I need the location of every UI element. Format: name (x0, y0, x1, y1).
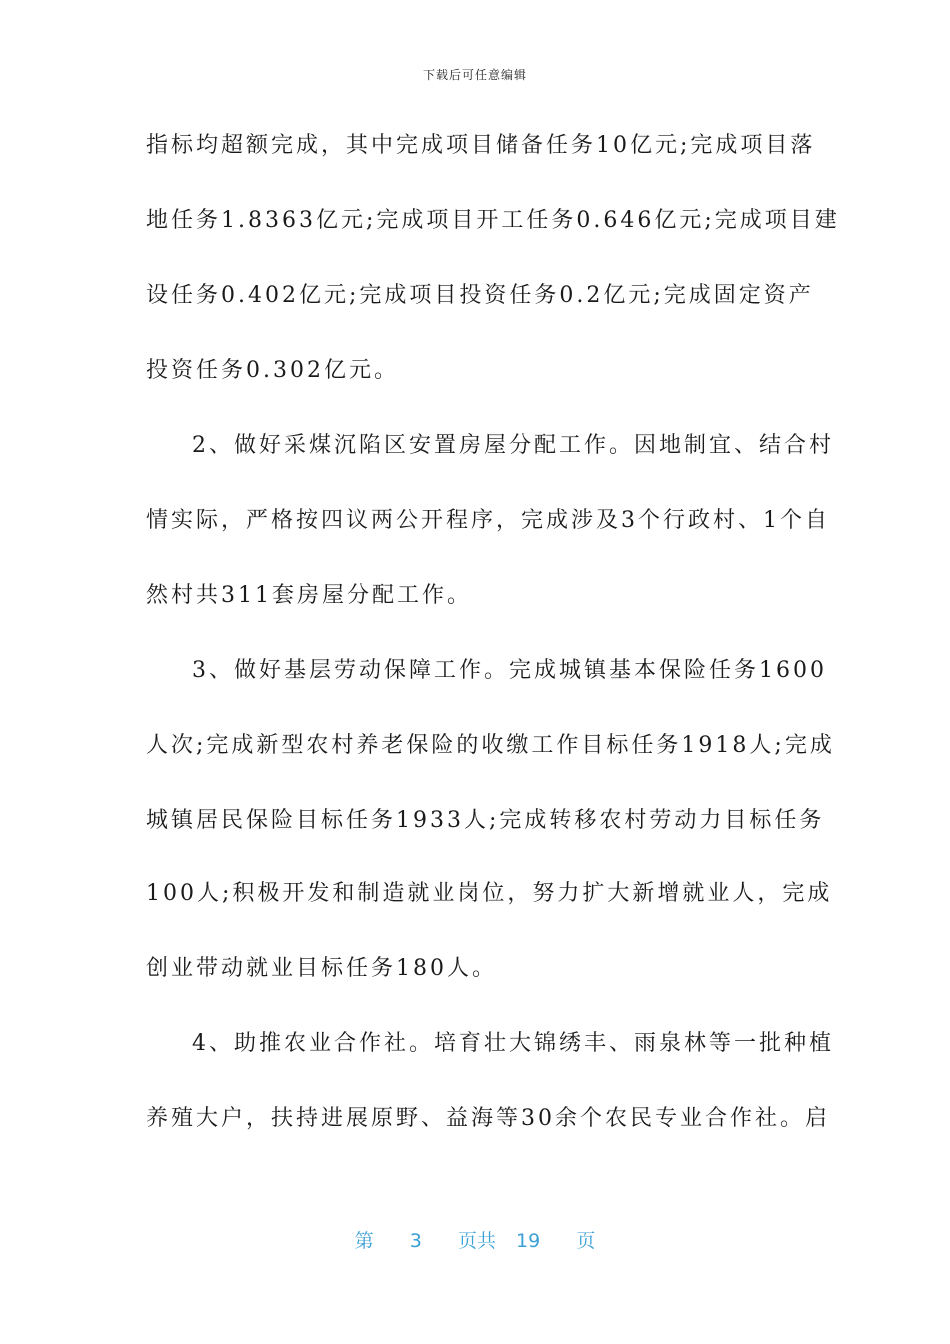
paragraph-first-line: 2、做好采煤沉陷区安置房屋分配工作。因地制宜、结合村 (192, 433, 834, 458)
footer-prefix: 第 (354, 1230, 374, 1252)
paragraph-first-line: 3、做好基层劳动保障工作。完成城镇基本保险任务1600 (192, 658, 827, 683)
footer-middle: 页共 (457, 1230, 496, 1252)
text-line: 投资任务0.302亿元。 (146, 358, 399, 383)
page-number-footer (0, 1226, 950, 1253)
paragraph-first-line: 4、助推农业合作社。培育壮大锦绣丰、雨泉林等一批种植 (192, 1031, 834, 1056)
text-line: 地任务1.8363亿元;完成项目开工任务0.646亿元;完成项目建 (146, 208, 840, 233)
text-line: 100人;积极开发和制造就业岗位，努力扩大新增就业人，完成 (146, 881, 833, 906)
current-page-number: 3 (409, 1230, 422, 1252)
total-pages-number: 19 (516, 1230, 541, 1252)
text-line: 然村共311套房屋分配工作。 (146, 583, 472, 608)
text-line: 指标均超额完成，其中完成项目储备任务10亿元;完成项目落 (146, 133, 816, 158)
text-line: 设任务0.402亿元;完成项目投资任务0.2亿元;完成固定资产 (146, 283, 814, 308)
text-line: 养殖大户，扶持进展原野、益海等30余个农民专业合作社。启 (146, 1106, 830, 1131)
footer-suffix: 页 (576, 1230, 596, 1252)
text-line: 城镇居民保险目标任务1933人;完成转移农村劳动力目标任务 (146, 808, 825, 833)
page-header: 下载后可任意编辑 (422, 68, 527, 82)
text-line: 人次;完成新型农村养老保险的收缴工作目标任务1918人;完成 (146, 733, 835, 758)
text-line: 情实际，严格按四议两公开程序，完成涉及3个行政村、1个自 (146, 508, 830, 533)
text-line: 创业带动就业目标任务180人。 (146, 956, 497, 981)
